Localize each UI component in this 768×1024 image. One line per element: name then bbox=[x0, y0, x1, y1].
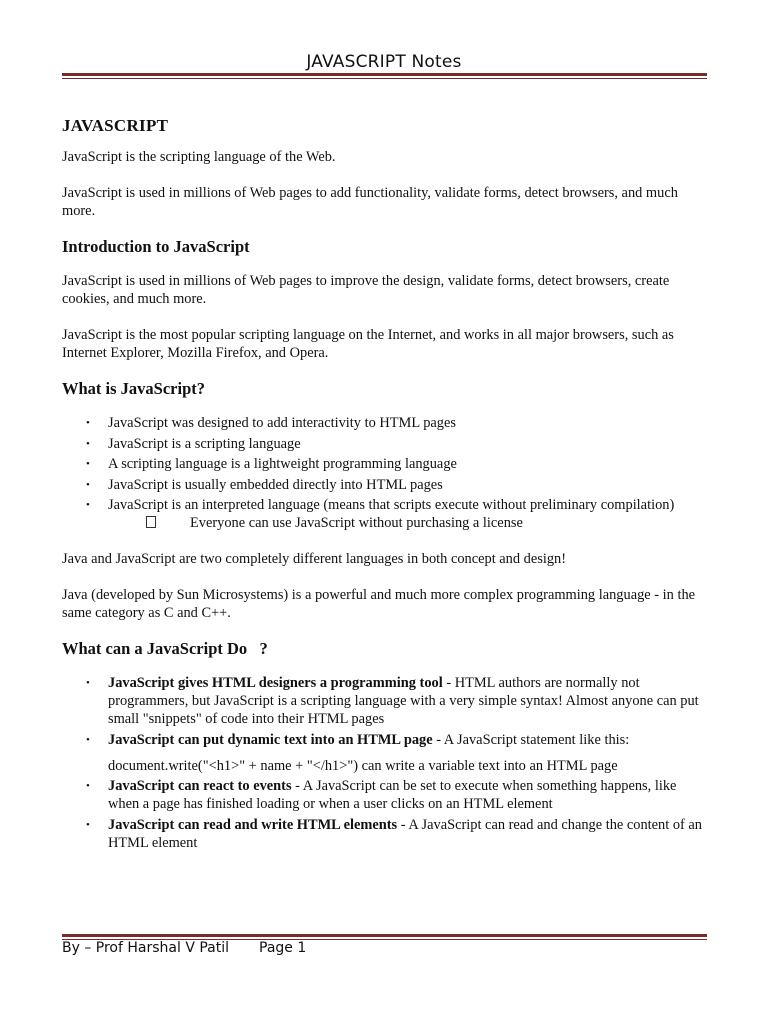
bullet-icon: • bbox=[86, 499, 90, 511]
sub-list-item: Everyone can use JavaScript without purchasing a license bbox=[108, 514, 707, 532]
bullet-icon: • bbox=[86, 677, 90, 689]
bullet-icon: • bbox=[86, 478, 90, 491]
section-heading-introduction: Introduction to JavaScript bbox=[62, 237, 250, 256]
bullet-icon: • bbox=[86, 780, 90, 792]
bullet-icon: • bbox=[86, 458, 90, 470]
paragraph: JavaScript is the most popular scripting language on the Internet, and works in all major browsers, such as Internet Explorer, Mozilla Firefox, and Opera. bbox=[62, 327, 674, 361]
paragraph: Java and JavaScript are two completely different languages in both concept and design! bbox=[62, 551, 567, 567]
list-item: • JavaScript was designed to add interactivity to HTML pages bbox=[86, 415, 456, 431]
list-item: • JavaScript is an interpreted language (means that scripts execute without preliminary compilation) Everyone can use JavaScript without purchasing a license bbox=[62, 496, 707, 532]
paragraph: JavaScript is used in millions of Web pages to add functionality, validate forms, detect browsers, and much more. bbox=[62, 185, 678, 219]
missing-glyph-box-icon bbox=[146, 516, 156, 528]
page-number: Page 1 bbox=[259, 940, 307, 956]
paragraph: JavaScript is used in millions of Web pages to improve the design, validate forms, detect browsers, create cookies, and much more. bbox=[62, 273, 670, 307]
footer-author: By – Prof Harshal V Patil bbox=[62, 940, 230, 956]
paragraph: Java (developed by Sun Microsystems) is a powerful and much more complex programming language - in the same category as C and C++. bbox=[62, 587, 696, 621]
list-item: • JavaScript can put dynamic text into an HTML page - A JavaScript statement like this: document.write("<h1>" + name + "</h1>") can write a variable text into an HTML page bbox=[62, 731, 707, 775]
header-rule bbox=[62, 73, 707, 79]
footer-text bbox=[62, 940, 306, 956]
paragraph: JavaScript is the scripting language of the Web. bbox=[62, 149, 336, 165]
bullet-icon: • bbox=[86, 818, 90, 831]
list-item: • A scripting language is a lightweight programming language bbox=[86, 456, 457, 472]
list-item: • JavaScript gives HTML designers a programming tool - HTML authors are normally not programmers, but JavaScript is a scripting language with a very simple syntax! Almost anyone can put small "snippets" of code into their HTML pages bbox=[86, 675, 699, 727]
section-heading-what-can: What can a JavaScript Do ? bbox=[62, 639, 268, 658]
section-heading-javascript: JAVASCRIPT bbox=[62, 116, 169, 135]
bullet-list-what-is bbox=[62, 414, 707, 532]
list-item: • JavaScript can react to events - A JavaScript can be set to execute when something happens, like when a page has finished loading or when a user clicks on an HTML element bbox=[86, 778, 677, 812]
list-item: • JavaScript is usually embedded directly into HTML pages bbox=[86, 476, 443, 493]
list-item: • JavaScript is a scripting language bbox=[86, 435, 301, 452]
code-example: document.write("<h1>" + name + "</h1>") can write a variable text into an HTML page bbox=[108, 757, 618, 774]
section-heading-what-is: What is JavaScript? bbox=[62, 379, 206, 398]
bullet-icon: • bbox=[86, 417, 90, 429]
document-body bbox=[62, 114, 707, 870]
bullet-list-what-can bbox=[62, 674, 707, 852]
bullet-icon: • bbox=[86, 437, 90, 450]
header-title: JAVASCRIPT Notes bbox=[306, 52, 462, 72]
list-item: • JavaScript can read and write HTML elements - A JavaScript can read and change the content of an HTML element bbox=[86, 816, 703, 851]
bullet-icon: • bbox=[86, 733, 90, 746]
